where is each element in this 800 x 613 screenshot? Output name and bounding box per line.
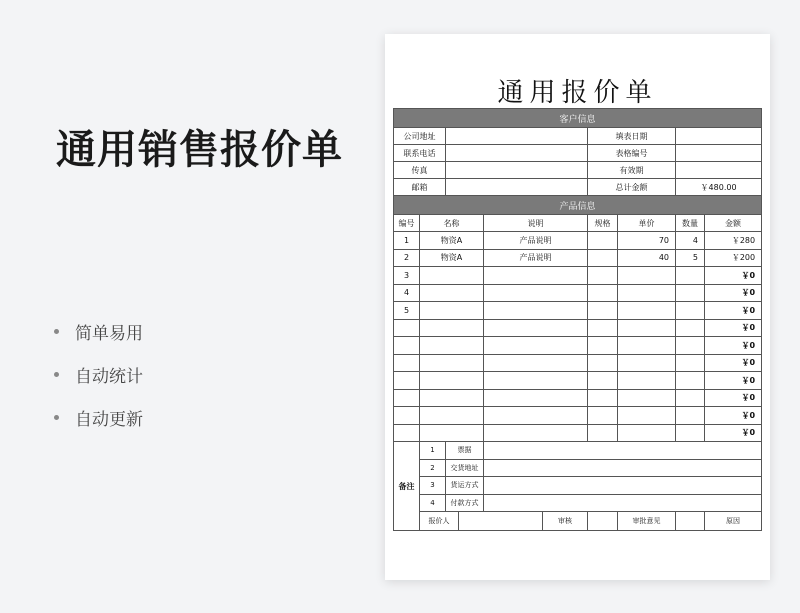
phone-value[interactable] [446, 145, 588, 162]
bullet-dot-icon [54, 329, 59, 334]
quantity[interactable]: 5 [676, 249, 705, 267]
quantity[interactable] [676, 372, 705, 390]
line-amount: ￥0 [705, 354, 762, 372]
product-name[interactable] [420, 267, 484, 285]
remarks-label: 备注 [394, 442, 420, 531]
table-row [394, 249, 762, 267]
unit-price[interactable] [618, 337, 676, 355]
product-spec[interactable] [588, 337, 618, 355]
quote-sheet [385, 34, 770, 580]
signoff-label: 原因 [705, 512, 762, 531]
unit-price[interactable] [618, 267, 676, 285]
remark-value[interactable] [484, 442, 762, 460]
product-name[interactable] [420, 354, 484, 372]
form-no-value[interactable] [676, 145, 762, 162]
form-no-label: 表格编号 [588, 145, 676, 162]
product-spec[interactable] [588, 232, 618, 250]
line-amount: ￥200 [705, 249, 762, 267]
product-desc[interactable] [484, 284, 588, 302]
table-row [394, 424, 762, 442]
quantity[interactable] [676, 284, 705, 302]
product-name[interactable] [420, 424, 484, 442]
unit-price[interactable] [618, 389, 676, 407]
row-number: 4 [394, 284, 420, 302]
quantity[interactable] [676, 354, 705, 372]
product-desc[interactable]: 产品说明 [484, 249, 588, 267]
product-name[interactable]: 物资A [420, 249, 484, 267]
feature-list [54, 310, 143, 439]
unit-price[interactable] [618, 354, 676, 372]
product-desc[interactable] [484, 354, 588, 372]
email-value[interactable] [446, 179, 588, 196]
fill-date-value[interactable] [676, 128, 762, 145]
product-spec[interactable] [588, 424, 618, 442]
total-amount-label: 总计金额 [588, 179, 676, 196]
product-name[interactable] [420, 389, 484, 407]
valid-period-label: 有效期 [588, 162, 676, 179]
quantity[interactable] [676, 319, 705, 337]
unit-price[interactable]: 40 [618, 249, 676, 267]
product-name[interactable] [420, 337, 484, 355]
quantity[interactable] [676, 424, 705, 442]
row-number [394, 319, 420, 337]
remark-row [394, 477, 762, 495]
remark-label: 票据 [446, 442, 484, 460]
product-desc[interactable] [484, 302, 588, 320]
row-number [394, 354, 420, 372]
product-desc[interactable] [484, 372, 588, 390]
page-heading: 通用销售报价单 [56, 127, 343, 173]
remark-row [394, 442, 762, 460]
product-desc[interactable] [484, 319, 588, 337]
feature-item [54, 310, 143, 353]
quantity[interactable] [676, 302, 705, 320]
valid-period-value[interactable] [676, 162, 762, 179]
remark-row [394, 494, 762, 512]
remark-number: 1 [420, 442, 446, 460]
row-number: 3 [394, 267, 420, 285]
feature-item [54, 396, 143, 439]
line-amount: ￥0 [705, 267, 762, 285]
product-desc[interactable] [484, 267, 588, 285]
product-name[interactable] [420, 372, 484, 390]
remark-number: 2 [420, 459, 446, 477]
quantity[interactable] [676, 389, 705, 407]
column-header: 规格 [588, 215, 618, 232]
unit-price[interactable] [618, 284, 676, 302]
column-header: 数量 [676, 215, 705, 232]
quantity[interactable]: 4 [676, 232, 705, 250]
unit-price[interactable] [618, 319, 676, 337]
row-number: 1 [394, 232, 420, 250]
remark-value[interactable] [484, 477, 762, 495]
row-number [394, 337, 420, 355]
line-amount: ￥280 [705, 232, 762, 250]
column-header: 名称 [420, 215, 484, 232]
product-spec[interactable] [588, 407, 618, 425]
product-desc[interactable] [484, 389, 588, 407]
quantity[interactable] [676, 407, 705, 425]
bullet-dot-icon [54, 415, 59, 420]
row-number: 5 [394, 302, 420, 320]
product-spec[interactable] [588, 302, 618, 320]
product-name[interactable]: 物资A [420, 232, 484, 250]
table-row [394, 319, 762, 337]
line-amount: ￥0 [705, 407, 762, 425]
column-header: 单价 [618, 215, 676, 232]
fax-label: 传真 [394, 162, 446, 179]
feature-label: 自动统计 [75, 367, 143, 387]
feature-label: 简单易用 [75, 324, 143, 344]
product-name[interactable] [420, 284, 484, 302]
fill-date-label: 填表日期 [588, 128, 676, 145]
signoff-value[interactable] [459, 512, 543, 531]
unit-price[interactable] [618, 302, 676, 320]
row-number [394, 407, 420, 425]
remark-label: 交货地址 [446, 459, 484, 477]
line-amount: ￥0 [705, 284, 762, 302]
table-row [394, 354, 762, 372]
product-desc[interactable] [484, 407, 588, 425]
column-header: 金额 [705, 215, 762, 232]
remark-value[interactable] [484, 459, 762, 477]
company-address-value[interactable] [446, 128, 588, 145]
table-row [394, 232, 762, 250]
table-row [394, 407, 762, 425]
product-spec[interactable] [588, 267, 618, 285]
row-number [394, 424, 420, 442]
product-desc[interactable]: 产品说明 [484, 232, 588, 250]
table-row [394, 337, 762, 355]
product-section-header: 产品信息 [394, 196, 762, 215]
unit-price[interactable]: 70 [618, 232, 676, 250]
signoff-value[interactable] [588, 512, 618, 531]
product-name[interactable] [420, 302, 484, 320]
row-number: 2 [394, 249, 420, 267]
product-spec[interactable] [588, 389, 618, 407]
product-name[interactable] [420, 407, 484, 425]
table-row [394, 389, 762, 407]
product-name[interactable] [420, 319, 484, 337]
unit-price[interactable] [618, 424, 676, 442]
table-row [394, 372, 762, 390]
phone-label: 联系电话 [394, 145, 446, 162]
remark-label: 付款方式 [446, 494, 484, 512]
product-desc[interactable] [484, 424, 588, 442]
remark-value[interactable] [484, 494, 762, 512]
unit-price[interactable] [618, 372, 676, 390]
line-amount: ￥0 [705, 337, 762, 355]
table-row [394, 284, 762, 302]
product-spec[interactable] [588, 354, 618, 372]
quantity[interactable] [676, 337, 705, 355]
signoff-label: 审核 [543, 512, 588, 531]
table-row [394, 302, 762, 320]
row-number [394, 389, 420, 407]
line-amount: ￥0 [705, 389, 762, 407]
remark-number: 3 [420, 477, 446, 495]
row-number [394, 372, 420, 390]
customer-section-header: 客户信息 [394, 109, 762, 128]
bullet-dot-icon [54, 372, 59, 377]
feature-item [54, 353, 143, 396]
feature-label: 自动更新 [75, 410, 143, 430]
unit-price[interactable] [618, 407, 676, 425]
product-spec[interactable] [588, 284, 618, 302]
line-amount: ￥0 [705, 424, 762, 442]
signoff-label: 审批意见 [618, 512, 676, 531]
product-spec[interactable] [588, 372, 618, 390]
product-desc[interactable] [484, 337, 588, 355]
signoff-row [394, 512, 762, 531]
email-label: 邮箱 [394, 179, 446, 196]
fax-value[interactable] [446, 162, 588, 179]
table-row [394, 267, 762, 285]
remark-label: 货运方式 [446, 477, 484, 495]
remark-row [394, 459, 762, 477]
remark-number: 4 [420, 494, 446, 512]
column-header: 说明 [484, 215, 588, 232]
quote-table [393, 108, 762, 531]
line-amount: ￥0 [705, 372, 762, 390]
product-spec[interactable] [588, 249, 618, 267]
total-amount-value: ￥480.00 [676, 179, 762, 196]
line-amount: ￥0 [705, 319, 762, 337]
company-address-label: 公司地址 [394, 128, 446, 145]
signoff-label: 报价人 [420, 512, 459, 531]
product-spec[interactable] [588, 319, 618, 337]
signoff-value[interactable] [676, 512, 705, 531]
document-title: 通用报价单 [497, 78, 658, 108]
quantity[interactable] [676, 267, 705, 285]
line-amount: ￥0 [705, 302, 762, 320]
column-header: 编号 [394, 215, 420, 232]
